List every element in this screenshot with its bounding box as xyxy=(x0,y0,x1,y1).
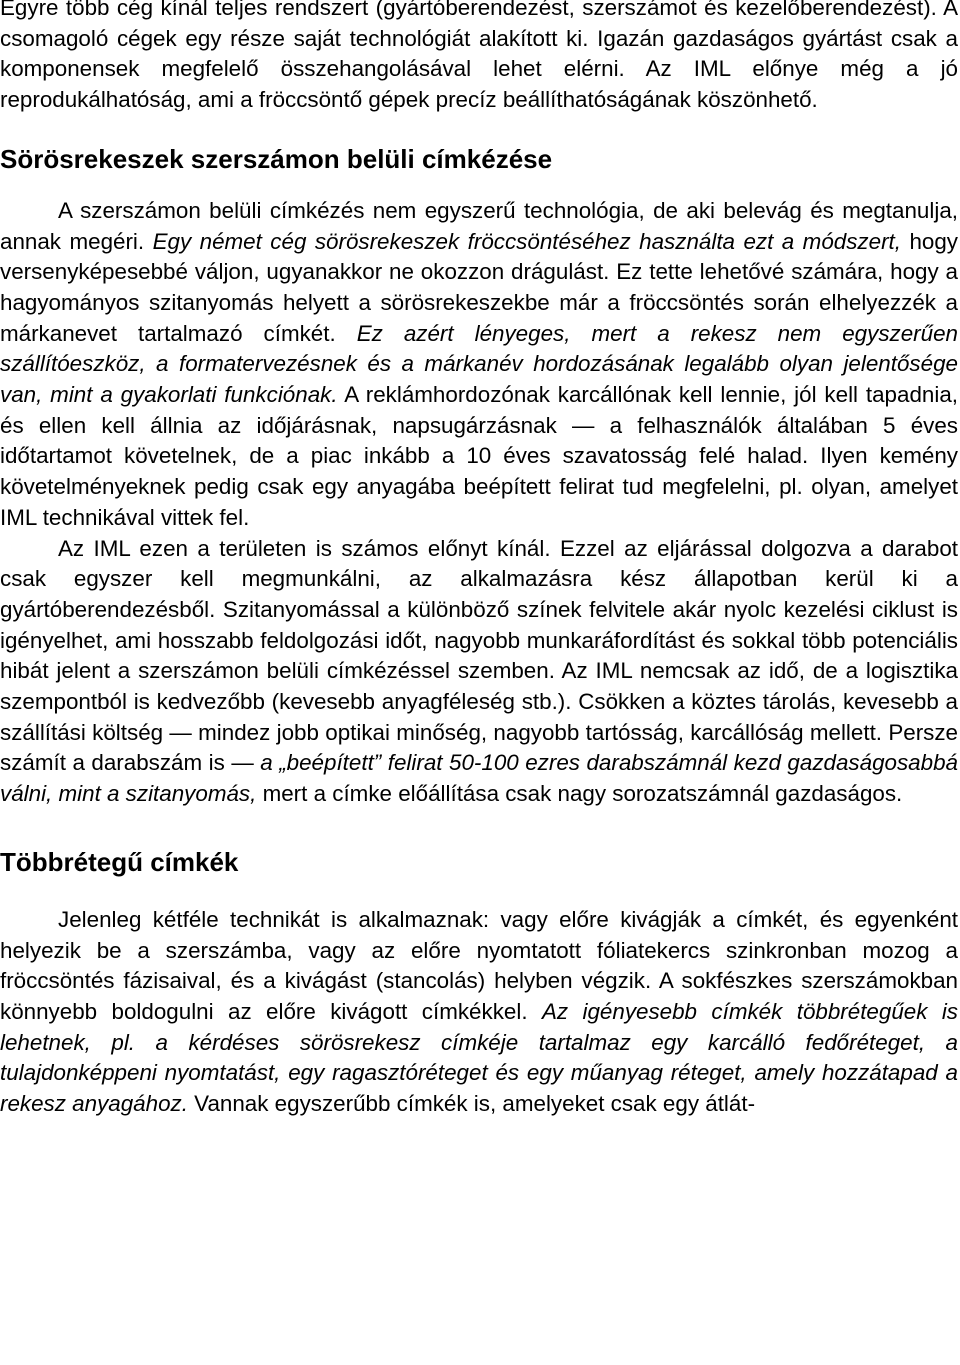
italic-text-run: Egy német cég sörösrekeszek fröccsöntéséhez használta ezt a módszert, xyxy=(152,228,901,254)
text-run: Vannak egyszerűbb címkék is, amelyeket csak egy átlát- xyxy=(187,1091,756,1117)
section-heading-multilayer-labels: Többrétegű címkék xyxy=(0,846,239,877)
italic-text-run: Az igényesebb címkék többrétegűek is lehetnek, pl. a kérdéses sörösrekesz címkéje tartalmaz egy karcálló fedőréteget, a tulajdonképpeni nyomtatást, egy ragasztóréteget és egy műanyag réteget, amely hozzátapad a rekesz anyagához. xyxy=(0,998,959,1117)
text-run: Az IML ezen a területen is számos előnyt kínál. Ezzel az eljárással dolgozva a darabot csak egyszer kell megmunkálni, az alkalmazásra kész állapotban kerül ki a gyártóberendezésből. Szitanyomással a különböző színek felvitele akár nyolc kezelési ciklust is igényelhet, ami hosszabb feldolgozási időt, nagyobb munkaráfordítást és sokkal több potenciális hibát jelent a szerszámon belüli címkézéssel szemben. Az IML nemcsak az idő, de a logisztika szempontból is kedvezőbb (kevesebb anyagféleség stb.). Csökken a köztes tárolás, kevesebb a szállítási költség — mindez jobb optikai minőség, nagyobb tartósság, karcállóság mellett. Persze számít a darabszám is — xyxy=(0,535,958,776)
paragraph-beer-crates xyxy=(0,196,960,534)
section-heading-beer-crates: Sörösrekeszek szerszámon belüli címkézése xyxy=(0,143,553,174)
text-run: A szerszámon belüli címkézés nem egyszerű technológia, de aki belevág és megtanulja, annak megéri. xyxy=(0,197,958,254)
text-run: A reklámhordozónak karcállónak kell lennie, jól kell tapadnia, és ellen kell állnia az időjárásnak, napsugárzásnak — a felhasználók általában 5 éves időtartamot követelnek, de a piac inkább a 10 éves szavatosság felé halad. Ilyen kemény követelményeknek pedig csak egy anyagába beépített felirat tud megfelelni, pl. olyan, amelyet IML technikával vittek fel. xyxy=(0,382,958,530)
italic-text-run: Ez azért lényeges, mert a rekesz nem egyszerűen szállítóeszköz, a formatervezésnek és a márkanév hordozásának legalább olyan jelentősége van, mint a gyakorlati funkciónak. xyxy=(0,320,958,408)
paragraph-intro: Egyre több cég kínál teljes rendszert (gyártóberendezést, szerszámot és kezelőberendezést). A csomagoló cégek egy része saját technológiát alakított ki. Igazán gazdaságos gyártást csak a komponensek megfelelő összehangolásával lehet elérni. Az IML előnye még a jó reprodukálhatóság, ami a fröccsöntő gépek precíz beállíthatóságának köszönhető. xyxy=(0,0,958,113)
paragraph-multilayer-labels xyxy=(0,905,960,1120)
text-run: Jelenleg kétféle technikát is alkalmaznak: vagy előre kivágják a címkét, és egyenként helyezik be a szerszámba, vagy az előre nyomtatott fóliatekercs szinkronban mozog a fröccsöntés fázisaival, és a kivágást (stancolás) helyben végzik. A sokfészkes szerszámokban könnyebb boldogulni az előre kivágott címkékkel. xyxy=(0,906,958,1024)
italic-text-run: a „beépített” felirat 50-100 ezres darabszámnál kezd gazdaságosabbá válni, mint a szitanyomás, xyxy=(0,750,958,807)
text-run: mert a címke előállítása csak nagy sorozatszámnál gazdaságos. xyxy=(256,781,903,807)
paragraph-iml-advantages xyxy=(0,534,960,810)
text-run: hogy versenyképesebbé váljon, ugyanakkor ne okozzon drágulást. Ez tette lehetővé számára, hogy a hagyományos szitanyomás helyett a sörösrekeszekbe már a fröccsöntés során elhelyezzék a márkanevet tartalmazó címkét. xyxy=(0,228,958,346)
